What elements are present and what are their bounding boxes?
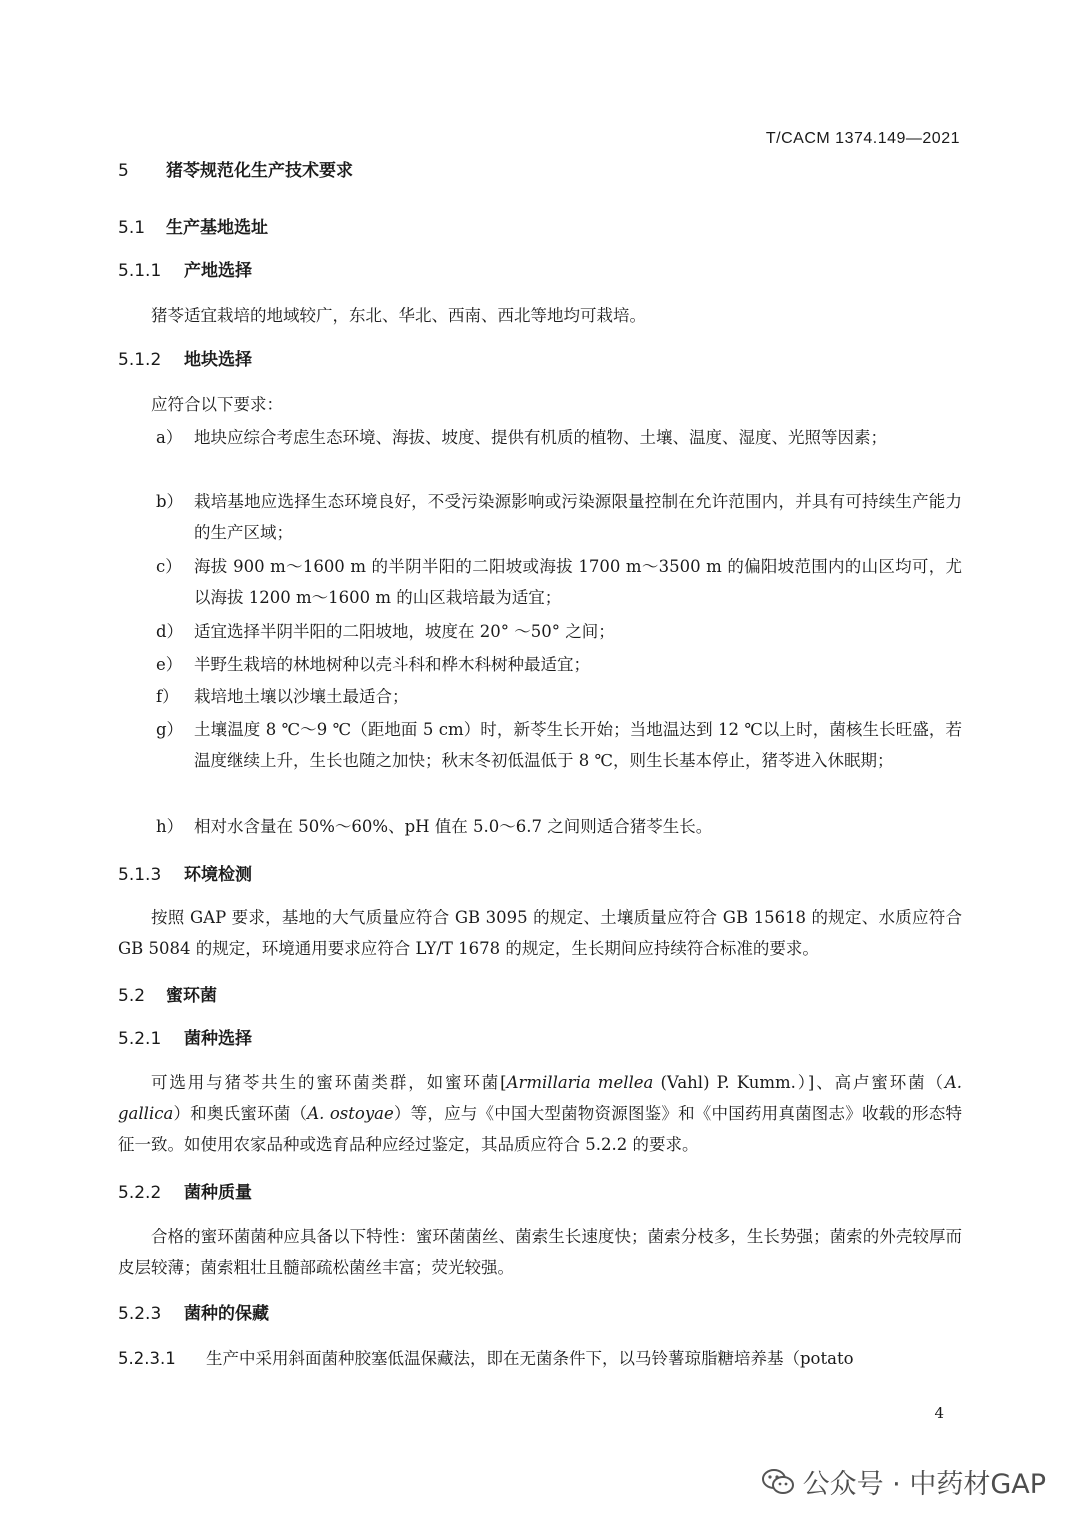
- section-heading: 5.1 生产基地选址: [118, 218, 268, 238]
- watermark: 公众号 · 中药材GAP: [761, 1462, 1046, 1501]
- section-heading: 5.2.1 菌种选择: [118, 1029, 252, 1049]
- section-heading: 5.1.3 环境检测: [118, 865, 252, 885]
- list-item: e） 半野生栽培的林地树种以壳斗科和桦木科树种最适宜；: [156, 655, 590, 674]
- section-heading: 5.1.2 地块选择: [118, 350, 252, 370]
- section-heading: 5.2.2 菌种质量: [118, 1183, 252, 1203]
- section-heading: 5 猪苓规范化生产技术要求: [118, 161, 353, 181]
- list-item: a） 地块应综合考虑生态环境、海拔、坡度、提供有机质的植物、土壤、温度、湿度、光照等因素；: [156, 428, 887, 447]
- list-item: g） 土壤温度 8 ℃～9 ℃（距地面 5 cm）时，新苓生长开始；当地温达到 12 ℃以上时，菌核生长旺盛，若温度继续上升，生长也随之加快；秋末冬初低温低于 8 ℃，则生长基本停止，猪苓进入休眠期；: [156, 720, 962, 770]
- section-heading: 5.2.3 菌种的保藏: [118, 1304, 269, 1324]
- list-item: b） 栽培基地应选择生态环境良好，不受污染源影响或污染源限量控制在允许范围内，并具有可持续生产能力的生产区域；: [156, 492, 962, 542]
- paragraph: 猪苓适宜栽培的地域较广，东北、华北、西南、西北等地均可栽培。: [151, 306, 646, 325]
- list-item: d） 适宜选择半阴半阳的二阳坡地，坡度在 20° ～50° 之间；: [156, 622, 615, 641]
- paragraph: 按照 GAP 要求，基地的大气质量应符合 GB 3095 的规定、土壤质量应符合 GB 15618 的规定、水质应符合 GB 5084 的规定，环境通用要求应符合 LY/T 1678 的规定，生长期间应持续符合标准的要求。: [118, 908, 962, 958]
- page-number: 4: [934, 1404, 944, 1422]
- paragraph: 合格的蜜环菌菌种应具备以下特性：蜜环菌菌丝、菌索生长速度快；菌索分枝多，生长势强；菌索的外壳较厚而皮层较薄；菌索粗壮且髓部疏松菌丝丰富；荧光较强。: [118, 1227, 962, 1277]
- section-heading: 5.2 蜜环菌: [118, 986, 217, 1006]
- document-id: T/CACM 1374.149—2021: [765, 130, 960, 147]
- list-item: f） 栽培地土壤以沙壤土最适合；: [156, 687, 409, 706]
- section-heading: 5.1.1 产地选择: [118, 261, 252, 281]
- list-item: h） 相对水含量在 50%～60%、pH 值在 5.0～6.7 之间则适合猪苓生长。: [156, 817, 713, 836]
- paragraph: 可选用与猪苓共生的蜜环菌类群，如蜜环菌[Armillaria mellea (Vahl) P. Kumm.）]、高卢蜜环菌（A. gallica）和奥氏蜜环菌（A. ostoyae）等，应与《中国大型菌物资源图鉴》和《中国药用真菌图志》收载的形态特征一致。如使用农家品种或选育品种应经过鉴定，其品质应符合 5.2.2 的要求。: [118, 1073, 963, 1154]
- wechat-icon: [761, 1468, 795, 1496]
- list-item: c） 海拔 900 m～1600 m 的半阴半阳的二阳坡或海拔 1700 m～3500 m 的偏阳坡范围内的山区均可，尤以海拔 1200 m～1600 m 的山区栽培最为适宜；: [156, 557, 962, 607]
- paragraph: 应符合以下要求：: [151, 395, 283, 414]
- paragraph: 5.2.3.1 生产中采用斜面菌种胶塞低温保藏法，即在无菌条件下，以马铃薯琼脂糖培养基（potato: [118, 1349, 854, 1368]
